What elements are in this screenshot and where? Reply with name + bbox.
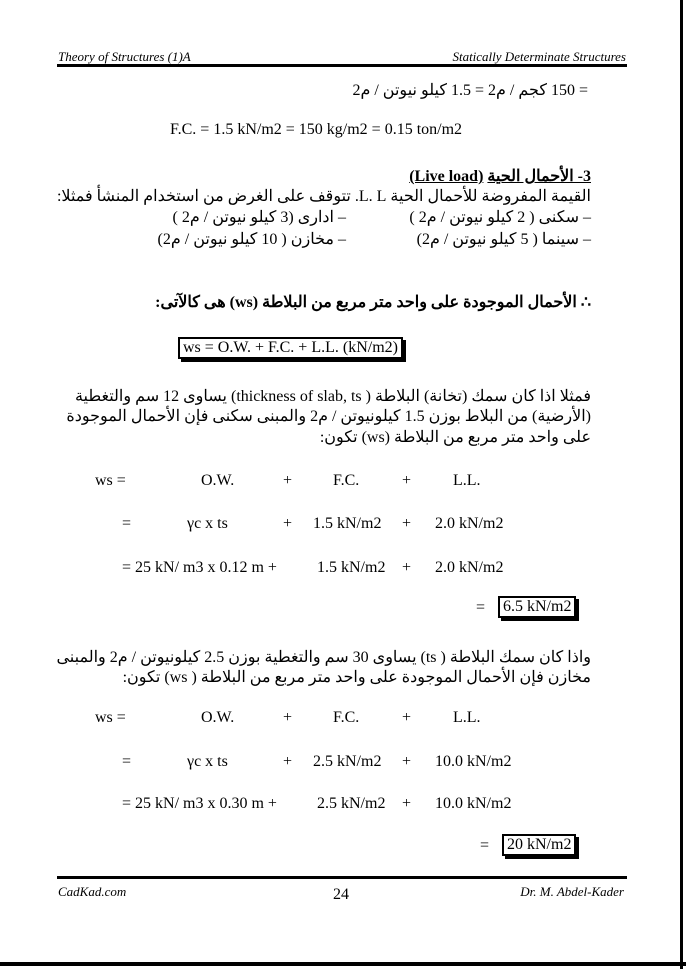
live-load-heading — [409, 166, 591, 186]
example1-para-line2: (الأرضية) من البلاط بوزن 1.5 كيلونيوتن / م2 والمبنى سكنى فإن الأحمال الموجودة — [66, 408, 591, 425]
live-load-storage: – مخازن ( 10 كيلو نيوتن / م2) — [157, 231, 346, 248]
ex1-eq1-lhs: ws = — [95, 472, 126, 489]
ex2-eq1-op2: + — [402, 709, 412, 726]
ex2-result-eq: = — [480, 837, 490, 854]
ex1-eq2-a: γc x ts — [187, 515, 228, 532]
ex1-eq1-op2: + — [402, 472, 412, 489]
live-load-heading-ar: 3- الأحمال الحية — [487, 168, 591, 185]
example2-para-line2: مخازن فإن الأحمال الموجودة على واحد متر مربع من البلاطة ( ws) تكون: — [122, 669, 591, 686]
ex1-eq3-lhs: = 25 kN/ m3 x 0.12 m + — [122, 559, 277, 576]
page-edge-bottom — [0, 962, 686, 966]
header-right: Statically Determinate Structures — [452, 49, 626, 64]
ex2-eq2-op2: + — [402, 753, 412, 770]
ex2-result-box: 20 kN/m2 — [502, 834, 576, 856]
ex1-result-box: 6.5 kN/m2 — [498, 596, 576, 618]
ex1-eq1-op1: + — [283, 472, 293, 489]
footer-left: CadKad.com — [58, 884, 127, 899]
ex1-eq2-b: 1.5 kN/m2 — [313, 515, 382, 532]
load-formula-box: ws = O.W. + F.C. + L.L. (kN/m2) — [178, 337, 403, 359]
footer-rule — [57, 876, 627, 879]
header-rule — [57, 64, 627, 67]
ex1-eq2-op2: + — [402, 515, 412, 532]
page-edge-right — [680, 0, 683, 969]
ex1-eq1-c: L.L. — [453, 472, 481, 489]
ex2-eq2-b: 2.5 kN/m2 — [313, 753, 382, 770]
ex1-eq3-op2: + — [402, 559, 412, 576]
ex2-eq1-a: O.W. — [201, 709, 235, 726]
live-load-heading-en: (Live load) — [409, 168, 484, 185]
floor-cover-line: F.C. = 1.5 kN/m2 = 150 kg/m2 = 0.15 ton/m2 — [170, 121, 463, 138]
ex1-eq3-b: 1.5 kN/m2 — [317, 559, 386, 576]
live-load-residential: – سكنى ( 2 كيلو نيوتن / م2 ) — [409, 209, 591, 226]
ex1-eq2-lhs: = — [122, 515, 132, 532]
ex1-eq2-op1: + — [283, 515, 293, 532]
ex2-eq2-a: γc x ts — [187, 753, 228, 770]
unit-conversion-line: = 150 كجم / م2 = 1.5 كيلو نيوتن / م2 — [352, 82, 588, 99]
ex1-eq1-a: O.W. — [201, 472, 235, 489]
ws-intro: ∴ الأحمال الموجودة على واحد متر مربع من البلاطة (ws) هى كالآتى: — [155, 294, 591, 311]
ex2-eq1-c: L.L. — [453, 709, 481, 726]
header-left: Theory of Structures (1)A — [58, 49, 191, 64]
ex2-eq1-op1: + — [283, 709, 293, 726]
ex2-eq2-c: 10.0 kN/m2 — [435, 753, 512, 770]
ex1-result-eq: = — [476, 599, 486, 616]
example1-para-line3: على واحد متر مربع من البلاطة (ws) تكون: — [319, 429, 591, 446]
ex2-eq3-lhs: = 25 kN/ m3 x 0.30 m + — [122, 795, 277, 812]
ex2-eq2-lhs: = — [122, 753, 132, 770]
live-load-cinema: – سينما ( 5 كيلو نيوتن / م2) — [416, 231, 591, 248]
ex2-eq2-op1: + — [283, 753, 293, 770]
example1-para-line1: فمثلا اذا كان سمك (تخانة) البلاطة ( thickness of slab, ts) يساوى 12 سم والتغطية — [74, 388, 591, 405]
footer-right: Dr. M. Abdel-Kader — [520, 884, 624, 899]
ex2-eq3-b: 2.5 kN/m2 — [317, 795, 386, 812]
live-load-intro: القيمة المفروضة للأحمال الحية L. L. تتوقف على الغرض من استخدام المنشأ فمثلا: — [56, 188, 591, 205]
ex2-eq1-lhs: ws = — [95, 709, 126, 726]
ex1-eq3-c: 2.0 kN/m2 — [435, 559, 504, 576]
ex2-eq3-c: 10.0 kN/m2 — [435, 795, 512, 812]
ex1-eq1-b: F.C. — [333, 472, 360, 489]
ex1-eq2-c: 2.0 kN/m2 — [435, 515, 504, 532]
ex2-eq1-b: F.C. — [333, 709, 360, 726]
ex2-eq3-op2: + — [402, 795, 412, 812]
live-load-office: – ادارى (3 كيلو نيوتن / م2 ) — [172, 209, 346, 226]
page-number: 24 — [333, 886, 349, 903]
example2-para-line1: واذا كان سمك البلاطة ( ts) يساوى 30 سم والتغطية بوزن 2.5 كيلونيوتن / م2 والمبنى — [56, 649, 591, 666]
